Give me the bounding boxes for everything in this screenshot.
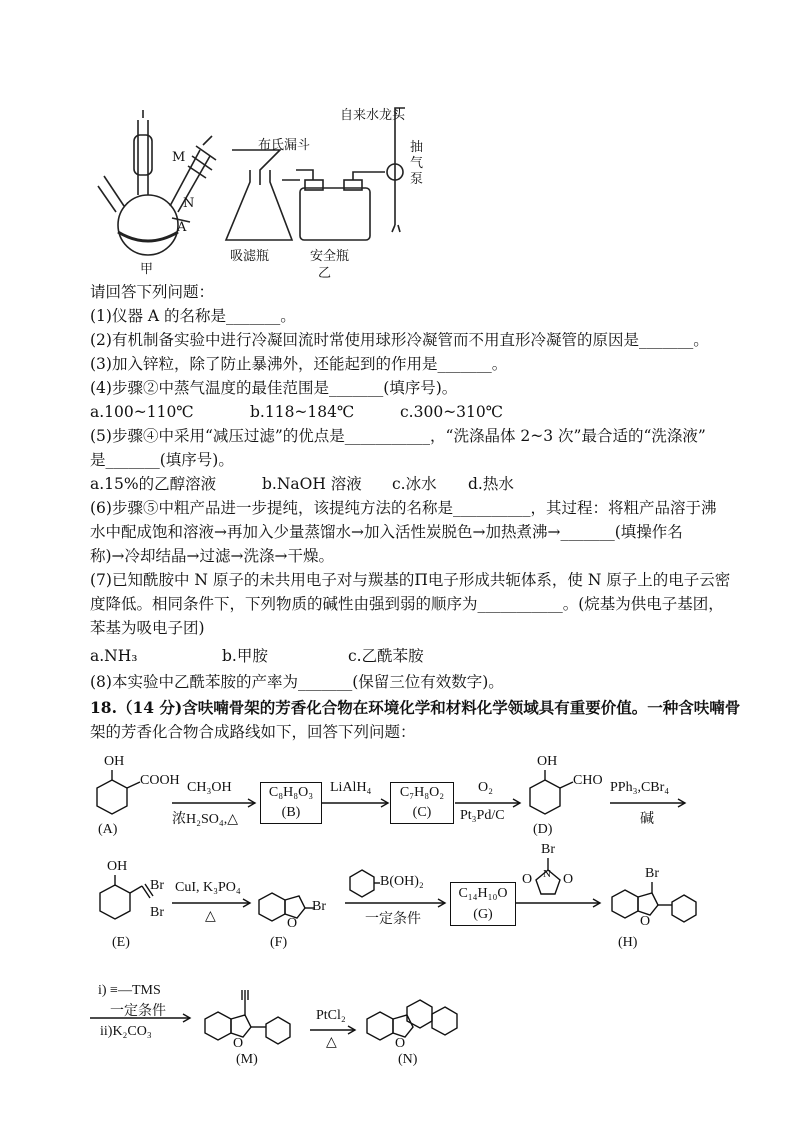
question-18-line-2: 架的芳香化合物合成路线如下，回答下列问题： [90,723,416,741]
C-formula: C₇H₈O₂ [399,785,445,800]
reagent-1-bottom: 浓H₂SO₄,△ [172,812,239,827]
question-1: (1)仪器 A 的名称是_______。 [90,307,296,325]
M-o: O [233,1036,244,1051]
question-3: (3)加入锌粒，除了防止暴沸外，还能起到的作用是_______。 [90,355,508,373]
reagent-7-mid: 一定条件 [110,1004,166,1019]
E-br-1: Br [150,878,164,893]
D-cho: CHO [573,773,603,788]
question-7-line-1: (7)已知酰胺中 N 原子的未共用电子对与羰基的Π电子形成共轭体系，使 N 原子上的电子云密 [90,571,731,589]
N-label: (N) [398,1052,418,1067]
nbs-o-2: O [563,872,574,887]
label-pump: 抽气泵 [410,140,424,187]
reagent-5-bottom: △ [205,909,216,924]
E-br-2: Br [150,905,164,920]
C-label: (C) [412,805,432,820]
reagent-1-top: CH₃OH [187,780,232,795]
reagent-6-bottom: 一定条件 [365,912,421,927]
question-5-line-1: (5)步骤④中采用“减压过滤”的优点是___________，“洗涤晶体 2~3 次”最合适的“洗涤液” [90,427,706,445]
intro-text: 请回答下列问题： [90,283,215,301]
reagent-8-top: PtCl₂ [316,1008,346,1023]
D-label: (D) [533,822,553,837]
q7-option-c: c.乙酰苯胺 [348,647,424,665]
label-tap: 自来水龙头 [340,108,406,123]
reagent-3-top: O₂ [478,780,493,795]
E-oh: OH [107,859,128,874]
F-br: Br [312,899,326,914]
q4-option-a: a.100~110℃ [90,403,194,421]
question-6-line-3: 称)→冷却结晶→过滤→洗涤→干燥。 [90,547,334,565]
label-a: A [177,220,187,235]
reagent-5-top: CuI, K₃PO₄ [175,880,241,895]
q7-option-b: b.甲胺 [222,647,268,665]
label-safety-bottle: 安全瓶 [310,249,350,264]
question-18-line-1: 18.（14 分)含呋喃骨架的芳香化合物在环境化学和材料化学领域具有重要价值。一种含呋喃骨 [90,698,741,717]
label-n: N [183,196,195,211]
reagent-4-bottom: 碱 [640,812,654,827]
B-formula: C₈H₈O₃ [268,785,314,800]
G-label: (G) [473,907,493,922]
nbs-n: N [543,868,551,880]
reagent-4-top: PPh₃,CBr₄ [610,780,670,795]
question-6-line-2: 水中配成饱和溶液→再加入少量蒸馏水→加入活性炭脱色→加热煮沸→_______(填操作名 [90,523,683,541]
nbs-br: Br [541,842,555,857]
question-7-line-2: 度降低。相同条件下，下列物质的碱性由强到弱的顺序为___________。(烷基为供电子基团， [90,595,724,613]
question-7-line-3: 苯基为吸电子团) [90,619,205,637]
q7-option-a: a.NH₃ [90,647,138,665]
question-6-line-1: (6)步骤⑤中粗产品进一步提纯，该提纯方法的名称是__________，其过程：将粗产品溶于沸 [90,499,717,517]
label-jia: 甲 [140,262,154,277]
N-o: O [395,1036,406,1051]
compound-G-box [450,882,516,926]
compound-C-box [390,782,454,824]
H-o: O [640,914,651,929]
reagent-3-bottom: Pt₃Pd/C [460,808,505,823]
F-label: (F) [270,935,288,950]
question-5-line-2: 是_______(填序号)。 [90,451,234,469]
label-filter-flask: 吸滤瓶 [230,249,270,264]
F-o: O [287,916,298,931]
A-label: (A) [98,822,118,837]
reagent-7-bottom: ii)K₂CO₃ [100,1024,152,1039]
q4-option-c: c.300~310℃ [400,403,504,421]
D-oh: OH [537,754,558,769]
label-buchner: 布氏漏斗 [258,138,311,153]
E-label: (E) [112,935,130,950]
label-m: M [172,150,186,165]
q5-option-c: c.冰水 [392,475,437,493]
q4-option-b: b.118~184℃ [250,403,355,421]
q5-option-b: b.NaOH 溶液 [262,475,362,493]
question-2: (2)有机制备实验中进行冷凝回流时常使用球形冷凝管而不用直形冷凝管的原因是_______。 [90,331,709,349]
reagent-8-bottom: △ [326,1035,337,1050]
G-formula: C₁₄H₁₀O [458,886,508,901]
label-yi: 乙 [318,266,332,281]
H-label: (H) [618,935,638,950]
reagent-2-top: LiAlH₄ [330,780,372,795]
A-oh: OH [104,754,125,769]
B-label: (B) [281,805,301,820]
nbs-o-1: O [522,872,533,887]
question-4: (4)步骤②中蒸气温度的最佳范围是_______(填序号)。 [90,379,458,397]
A-cooh: COOH [140,773,180,788]
M-label: (M) [236,1052,258,1067]
reagent-7-top: i) ≡—TMS [98,983,161,998]
compound-B-box [260,782,322,824]
q5-option-d: d.热水 [468,475,514,493]
q5-option-a: a.15%的乙醇溶液 [90,475,217,493]
question-8: (8)本实验中乙酰苯胺的产率为_______(保留三位有效数字)。 [90,673,504,691]
H-br: Br [645,866,659,881]
reagent-6: B(OH)₂ [380,874,424,889]
